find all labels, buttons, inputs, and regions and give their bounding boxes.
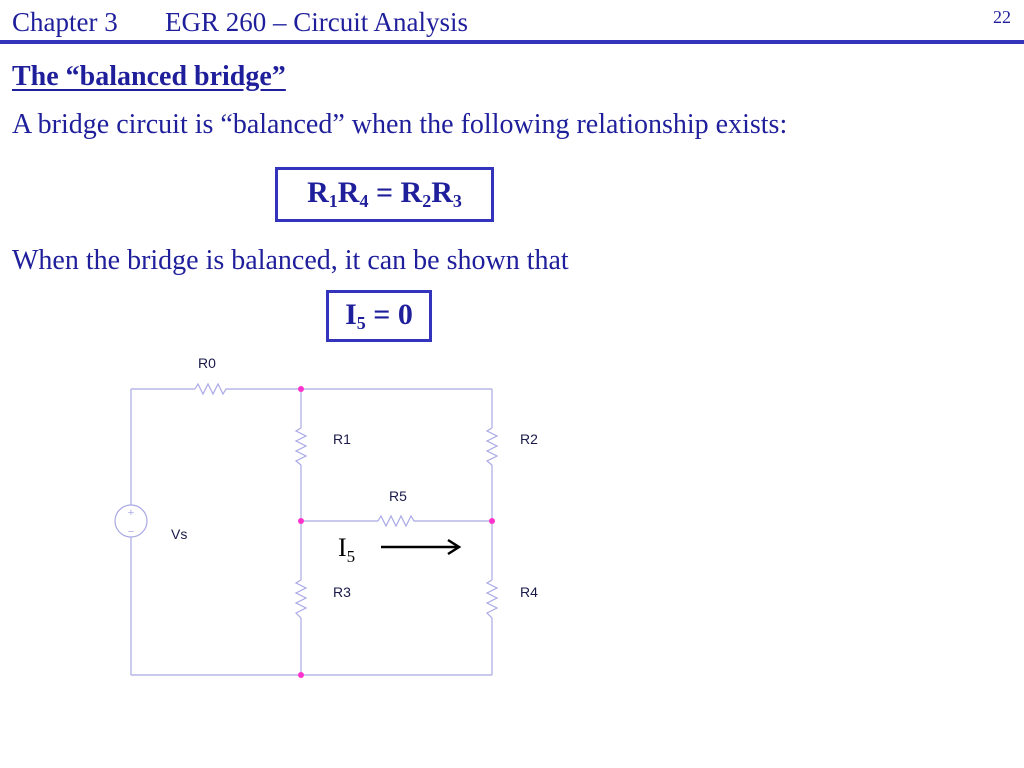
node-dot bbox=[298, 518, 304, 524]
node-dot bbox=[298, 386, 304, 392]
resistor-r0 bbox=[195, 384, 228, 394]
equation-rhs: = 0 bbox=[365, 297, 413, 331]
equation-term-base: R bbox=[307, 176, 329, 210]
chapter-label: Chapter 3 bbox=[12, 7, 118, 37]
equation-term-base: I bbox=[345, 297, 357, 331]
resistor-r4 bbox=[487, 580, 497, 618]
label-r1: R1 bbox=[333, 431, 351, 447]
equation-term-subscript: 3 bbox=[452, 191, 462, 212]
node-dot bbox=[298, 672, 304, 678]
slide-heading: The “balanced bridge” bbox=[12, 61, 286, 92]
label-r2: R2 bbox=[520, 431, 538, 447]
current-label bbox=[338, 533, 355, 566]
source-plus-sign: + bbox=[127, 507, 135, 519]
current-label-base: I bbox=[338, 533, 347, 562]
source-minus-sign: − bbox=[127, 526, 135, 538]
label-r5: R5 bbox=[389, 488, 407, 504]
equation-term-subscript: 2 bbox=[422, 191, 432, 212]
equation-term-base: R bbox=[431, 176, 453, 210]
label-vs: Vs bbox=[171, 526, 188, 542]
intro-text: A bridge circuit is “balanced” when the following relationship exists: bbox=[12, 109, 788, 140]
equation-term-base: R bbox=[337, 176, 360, 210]
resistor-r5 bbox=[378, 516, 416, 526]
label-r4: R4 bbox=[520, 584, 538, 600]
equation-equals: = bbox=[368, 176, 401, 210]
page-number: 22 bbox=[993, 7, 1011, 27]
equation-term-subscript: 4 bbox=[359, 191, 369, 212]
equation-term-base: R bbox=[400, 176, 423, 210]
course-title: EGR 260 – Circuit Analysis bbox=[165, 7, 468, 37]
result-intro-text: When the bridge is balanced, it can be shown that bbox=[12, 245, 569, 276]
resistor-r3 bbox=[296, 580, 306, 618]
equation-term-subscript: 5 bbox=[356, 313, 366, 334]
current-label-subscript: 5 bbox=[346, 547, 356, 566]
equation-term-subscript: 1 bbox=[328, 191, 338, 212]
label-r3: R3 bbox=[333, 584, 351, 600]
resistor-r1 bbox=[296, 428, 306, 465]
label-r0: R0 bbox=[198, 355, 216, 371]
resistor-r2 bbox=[487, 428, 497, 465]
node-dot bbox=[489, 518, 495, 524]
